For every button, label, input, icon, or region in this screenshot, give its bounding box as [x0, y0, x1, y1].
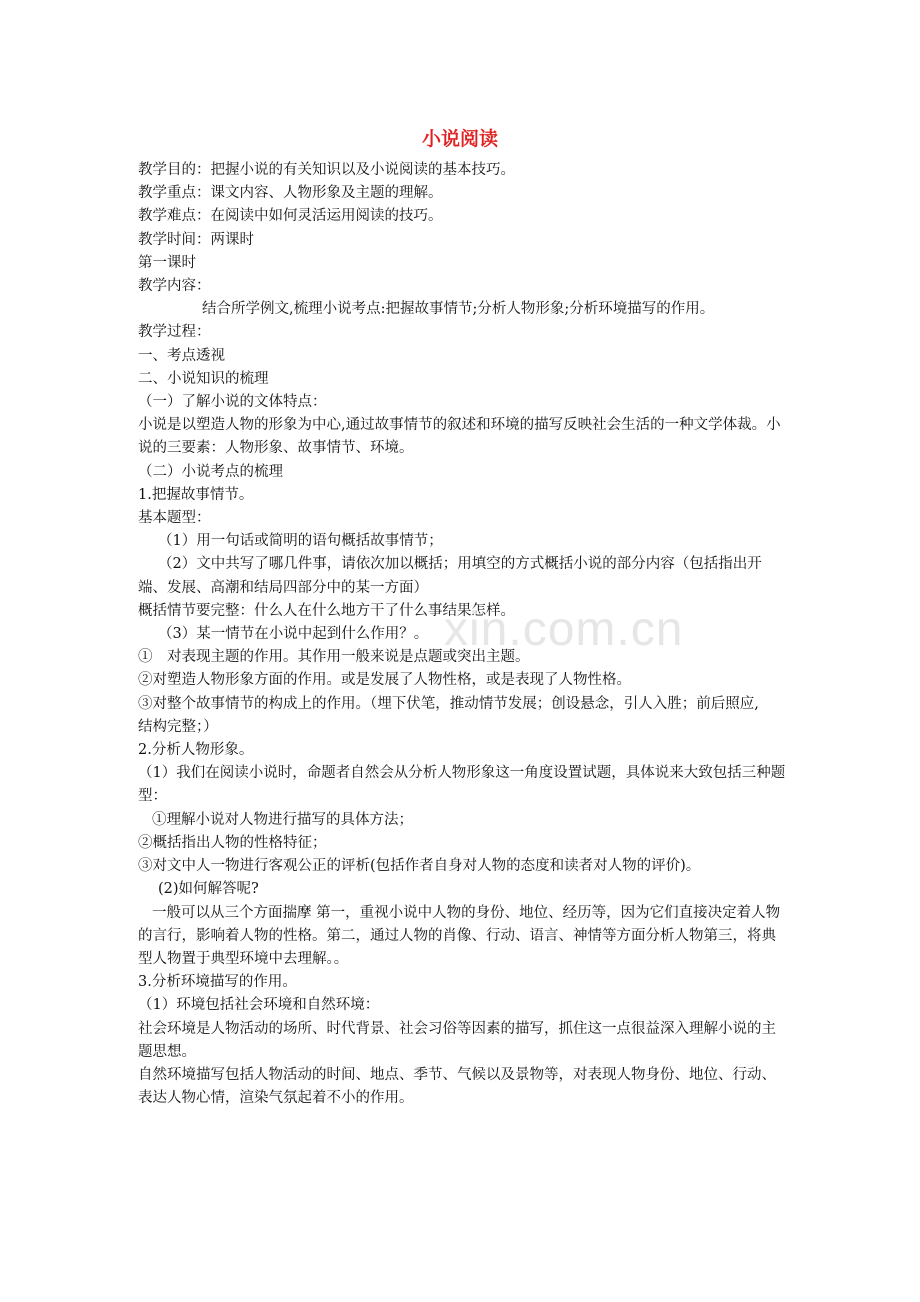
paragraph: ①理解小说对人物进行描写的具体方法；	[152, 811, 413, 828]
paragraph: 概括情节要完整：什么人在什么地方干了什么事结果怎样。	[138, 602, 515, 619]
paragraph: （1）我们在阅读小说时，命题者自然会从分析人物形象这一角度设置试题，具体说来大致包括三种题型：	[138, 765, 786, 805]
paragraph: 教学内容：	[138, 278, 211, 295]
paragraph: (2)如何解答呢?	[158, 881, 259, 898]
paragraph: 基本题型：	[138, 510, 211, 527]
paragraph: 一般可以从三个方面揣摩 第一，重视小说中人物的身份、地位、经历等，因为它们直接决定着人物的言行，影响着人物的性格。第二，通过人物的肖像、行动、语言、神情等方面分析人物第三，将典型人物置于典型环境中去理解。。	[138, 904, 781, 967]
paragraph: ③对文中人一物进行客观公正的评析(包括作者自身对人物的态度和读者对人物的评价)。	[138, 858, 701, 875]
paragraph: 教学目的：把握小说的有关知识以及小说阅读的基本技巧。	[138, 162, 515, 178]
document-body	[138, 159, 788, 1110]
paragraph: 教学过程：	[138, 324, 211, 341]
paragraph: ③对整个故事情节的构成上的作用。（埋下伏笔，推动情节发展；创设悬念，引人入胜；前后照应,	[138, 695, 759, 712]
paragraph: （1）环境包括社会环境和自然环境：	[138, 997, 380, 1014]
watermark: xin.com.cn	[444, 603, 684, 656]
paragraph: （1）用一句话或简明的语句概括故事情节；	[158, 533, 443, 550]
paragraph: （2）文中共写了哪几件事，请依次加以概括；用填空的方式概括小说的部分内容（包括指出开端、发展、高潮和结局四部分中的某一方面）	[138, 556, 762, 596]
paragraph: ① 对表现主题的作用。其作用一般来说是点题或突出主题。	[138, 649, 530, 666]
paragraph: 3.分析环境描写的作用。	[138, 974, 297, 991]
paragraph: （二）小说考点的梳理	[138, 463, 283, 480]
paragraph: ②对塑造人物形象方面的作用。或是发展了人物性格，或是表现了人物性格。	[138, 672, 631, 689]
paragraph: 结合所学例文,梳理小说考点:把握故事情节;分析人物形象;分析环境描写的作用。	[202, 301, 715, 318]
paragraph: （一）了解小说的文体特点：	[138, 394, 327, 411]
paragraph: 自然环境描写包括人物活动的时间、地点、季节、气候以及景物等，对表现人物身份、地位、行动、表达人物心情，渲染气氛起着不小的作用。	[138, 1066, 776, 1107]
paragraph: ②概括指出人物的性格特征；	[138, 834, 327, 851]
document-title: 小说阅读	[421, 128, 498, 150]
paragraph: 小说是以塑造人物的形象为中心,通过故事情节的叙述和环境的描写反映社会生活的一种文学体裁。小说的三要素：人物形象、故事情节、环境。	[138, 417, 781, 457]
paragraph: 教学难点：在阅读中如何灵活运用阅读的技巧。	[138, 208, 443, 225]
paragraph: 2.分析人物形象。	[138, 742, 254, 759]
paragraph: 第一课时	[138, 254, 196, 271]
paragraph: 一、考点透视	[138, 347, 225, 364]
paragraph: 教学重点：课文内容、人物形象及主题的理解。	[138, 185, 443, 202]
paragraph: 社会环境是人物活动的场所、时代背景、社会习俗等因素的描写，抓住这一点很益深入理解小说的主题思想。	[138, 1020, 776, 1060]
paragraph: 教学时间：两课时	[138, 231, 254, 248]
paragraph: 二、小说知识的梳理	[138, 370, 269, 387]
paragraph: 结构完整；）	[138, 718, 218, 735]
paragraph: 1.把握故事情节。	[138, 486, 254, 503]
paragraph: （3）某一情节在小说中起到什么作用？。	[158, 626, 429, 643]
